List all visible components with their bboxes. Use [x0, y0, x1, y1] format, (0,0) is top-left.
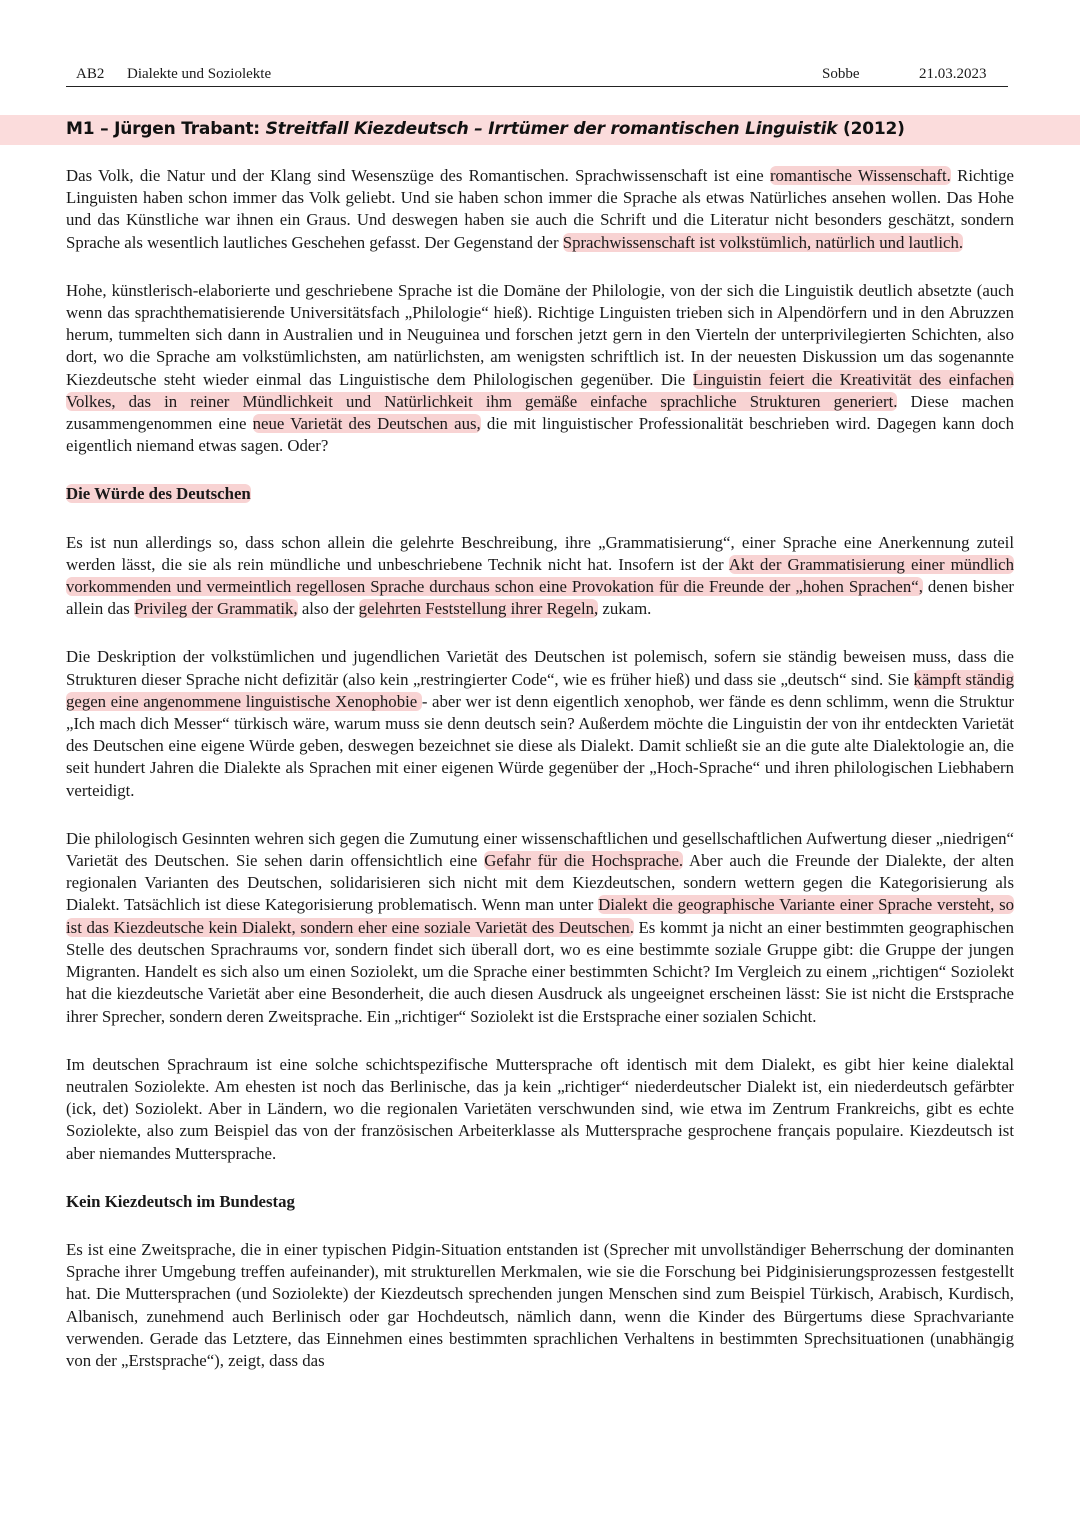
highlight: Dialekt die geographische Variante einer Sprache versteht, so ist das Kiezdeutsche kein Dialekt, sondern eher eine soziale Varietät des Deutschen. [66, 895, 1014, 937]
text-span: Das Volk, die Natur und der Klang sind Wesenszüge des Romantischen. Sprachwissenschaft ist eine [66, 166, 770, 185]
paragraph-1 [66, 165, 1014, 254]
paragraph-2 [66, 280, 1014, 458]
header-topic: Dialekte und Soziolekte [127, 66, 272, 82]
text-span: Die philologisch Gesinnten wehren sich gegen die Zumutung einer wissenschaftlichen und gesellschaftlichen Aufwertung dieser „niedrigen“ Varietät des Deutschen. Sie sehen darin offensichtlich eine [66, 828, 1014, 871]
title-prefix: M1 – Jürgen Trabant: [66, 119, 266, 139]
paragraph-3 [66, 532, 1014, 621]
text-span: also der [297, 599, 359, 619]
highlight: romantische Wissenschaft. [769, 166, 951, 185]
section-heading-1 [66, 483, 1014, 505]
highlight: kämpft ständig gegen eine angenommene linguistische Xenophobie [66, 669, 1014, 711]
text-span: Es kommt ja nicht an einer bestimmten geographischen Stelle des deutschen Sprachraums vor, sondern findet sich überall dort, wo es eine bestimmte soziale Gruppe gibt: die Gruppe der jungen Migranten. Handelt es sich also um einen Soziolekt, um die Sprache einer bestimmten Schicht? Im Vergleich zu einem „richtigen“ Soziolekt hat die kiezdeutsche Varietät aber eine Besonderheit, die auch diesen Ausdruck als ungeeignet erscheinen lässt: Sie ist nicht die Erstsprache ihrer Sprecher, sondern deren Zweitsprache. Ein „richtiger“ Soziolekt ist die Erstsprache einer sozialen Schicht. [66, 917, 1015, 1026]
text-span: - aber wer ist denn eigentlich xenophob, wer fände es denn schlimm, wenn die Struktur „Ich mach dich Messer“ türkisch wäre, warum muss sie denn deutsch sein? Außerdem möchte die Linguistin der von ihr entdeckten Varietät des Deutschen eine eigene Würde geben, deswegen bezeichnet sie diese als Dialekt. Damit schließt sie an die gute alte Dialektologie an, die seit hundert Jahren die Dialekte als Sprachen mit einer eigenen Würde gegenüber der „Hoch-Sprache“ und ihren philologischen Liebhabern verteidigt. [66, 691, 1015, 800]
highlight: Die Würde des Deutschen [66, 484, 251, 504]
highlight: neue Varietät des Deutschen aus, [252, 414, 481, 434]
article-body [66, 165, 1014, 1398]
text-span: Diese machen zusammengenommen eine [66, 391, 1015, 434]
text-span: die mit linguistischer Professionalität beschrieben wird. Dagegen kann doch eigentlich niemand etwas sagen. Oder? [66, 414, 1014, 456]
title-year: (2012) [837, 119, 905, 139]
highlight: gelehrten Feststellung ihrer Regeln, [358, 599, 599, 619]
title-work: Streitfall Kiezdeutsch – Irrtümer der romantischen Linguistik [265, 119, 838, 139]
paragraph-7: Es ist eine Zweitsprache, die in einer typischen Pidgin-Situation entstanden ist (Sprecher mit unvollständiger Beherrschung der dominanten Sprache ihrer Umgebung treffen aufeinander), mit strukturellen Merkmalen, wie sie die Forschung bei Pidginisierungsprozessen festgestellt hat. Die Muttersprachen (und Soziolekte) der Kiezdeutsch sprechenden jungen Menschen sind zum Beispiel Türkisch, Arabisch, Kurdisch, Albanisch, zunehmend auch Berlinisch oder gar Hochdeutsch, nämlich dann, wenn die Kinder des Bürgertums diese Sprachvariante verwenden. Gerade das Letztere, das Einnehmen eines bestimmten sprachlichen Verhaltens in bestimmten Sprechsituationen (unabhängig von der „Erstsprache“), zeigt, dass das [66, 1239, 1014, 1370]
page-header [66, 64, 1008, 87]
header-date: 21.03.2023 [919, 66, 987, 82]
header-author: Sobbe [822, 66, 860, 82]
highlight: Sprachwissenschaft ist volkstümlich, natürlich und lautlich. [562, 232, 964, 252]
text-span: Aber auch die Freunde der Dialekte, der alten regionalen Varianten des Deutschen, solidarisieren sich nicht mit dem Kiezdeutschen, sondern wettern gegen die Kategorisierung als Dialekt. Tatsächlich ist diese Kategorisierung problematisch. Wenn man unter [66, 851, 1014, 915]
text-span: denen bisher allein das [66, 577, 1014, 619]
highlight: Akt der Grammatisierung einer mündlich vorkommenden und vermeintlich regellosen Sprache durchaus schon eine Provokation für die Freunde der „hohen Sprachen“, [66, 554, 1014, 597]
highlight: Privileg der Grammatik, [134, 599, 298, 619]
paragraph-4 [66, 646, 1014, 801]
paragraph-6: Im deutschen Sprachraum ist eine solche schichtspezifische Muttersprache oft identisch mit dem Dialekt, es gibt hier keine dialektal neutralen Soziolekte. Am ehesten ist noch das Berlinische, das ja kein „richtiger“ niederdeutscher Dialekt ist, ein niederdeutsch gefärbter (ick, det) Soziolekt. Aber in Ländern, wo die regionalen Varietäten verschwunden sind, wie etwa im Zentrum Frankreichs, gibt es echte Soziolekte, also zum Beispiel das von der französischen Arbeiterklasse als Muttersprache gesprochene français populaire. Kiezdeutsch ist aber niemandes Muttersprache. [66, 1054, 1014, 1163]
section-heading-2: Kein Kiezdeutsch im Bundestag [66, 1191, 295, 1211]
text-span: Die Deskription der volkstümlichen und jugendlichen Varietät des Deutschen ist polemisch, sofern sie ständig beweisen muss, dass die Strukturen dieser Sprache nicht defizitär (also kein „restringierter Code“, wie es früher hieß) und dass sie „deutsch“ sind. Sie [66, 647, 1014, 689]
text-span: zukam. [598, 599, 652, 619]
text-span: Richtige Linguisten haben schon immer das Volk geliebt. Und sie haben schon immer die Sprache als etwas Natürliches ansehen wollen. Das Hohe und das Künstliche war ihnen ein Graus. Und deswegen haben sie auch die Schrift und die Literatur nicht besonders geschätzt, sondern Sprache als wesentlich lautliches Geschehen gefasst. Der Gegenstand der [66, 166, 1014, 252]
paragraph-5 [66, 828, 1014, 1028]
document-title [66, 119, 905, 139]
text-span: Es ist nun allerdings so, dass schon allein die gelehrte Beschreibung, ihre „Grammatisierung“, einer Sprache eine Anerkennung zuteil werden lässt, die sie als rein mündliche und unbeschriebene Technik nicht hat. Insofern ist der [66, 532, 1014, 574]
header-code: AB2 [76, 66, 105, 82]
text-span: Hohe, künstlerisch-elaborierte und geschriebene Sprache ist die Domäne der Philologie, von der sich die Linguistik deutlich absetzte (auch wenn das sprachthematisierende Universitätsfach „Philologie“ hieß). Richtige Linguisten trieben sich in Alpendörfern und in den Abruzzen herum, tummelten sich dann in Australien und in Neuguinea und forschen jetzt gern in den Vierteln der unterprivilegierten Schichten, also dort, wo die Sprache am volkstümlichsten, am natürlichsten, am wenigsten schriftlich ist. In der neuesten Diskussion um das sogenannte Kiezdeutsche steht wieder einmal das Linguistische dem Philologischen gegenüber. Die [66, 280, 1014, 389]
highlight: Linguistin feiert die Kreativität des einfachen Volkes, das in reiner Mündlichkeit und Natürlichkeit ihm gemäße einfache sprachliche Strukturen generiert. [66, 369, 1014, 411]
highlight: Gefahr für die Hochsprache. [484, 851, 684, 871]
